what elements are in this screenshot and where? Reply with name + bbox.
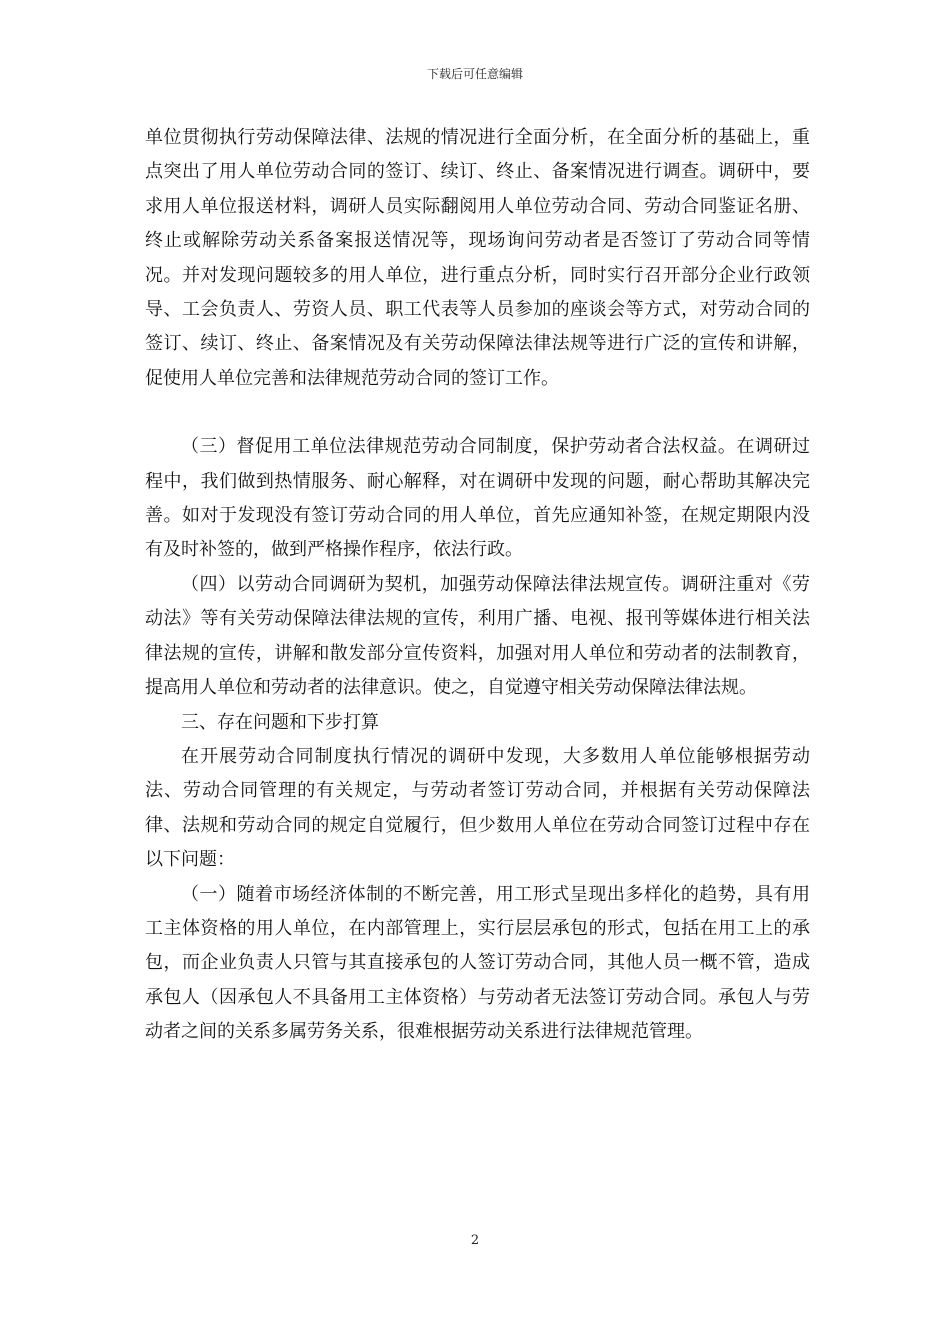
paragraph-section-4: （四）以劳动合同调研为契机，加强劳动保障法律法规宣传。调研注重对《劳动法》等有关劳动保障法律法规的宣传，利用广播、电视、报刊等媒体进行相关法律法规的宣传，讲解和散发部分宣传资料，加强对用人单位和劳动者的法制教育，提高用人单位和劳动者的法律意识。使之，自觉遵守相关劳动保障法律法规。 (145, 573, 810, 699)
section-heading-problems: 三、存在问题和下步打算 (181, 711, 379, 733)
paragraph-continuation: 单位贯彻执行劳动保障法律、法规的情况进行全面分析，在全面分析的基础上，重点突出了用人单位劳动合同的签订、续订、终止、备案情况进行调查。调研中，要求用人单位报送材料，调研人员实际翻阅用人单位劳动合同、劳动合同鉴证名册、终止或解除劳动关系备案报送情况等，现场询问劳动者是否签订了劳动合同等情况。并对发现问题较多的用人单位，进行重点分析，同时实行召开部分企业行政领导、工会负责人、劳资人员、职工代表等人员参加的座谈会等方式，对劳动合同的签订、续订、终止、备案情况及有关劳动保障法律法规等进行广泛的宣传和讲解，促使用人单位完善和法律规范劳动合同的签订工作。 (145, 127, 810, 389)
paragraph-gap (145, 396, 810, 430)
paragraph-problem-1: （一）随着市场经济体制的不断完善，用工形式呈现出多样化的趋势，具有用工主体资格的用人单位，在内部管理上，实行层层承包的形式，包括在用工上的承包，而企业负责人只管与其直接承包的人签订劳动合同，其他人员一概不管，造成承包人（因承包人不具备用工主体资格）与劳动者无法签订劳动合同。承包人与劳动者之间的关系多属劳务关系，很难根据劳动关系进行法律规范管理。 (145, 883, 810, 1043)
page-header: 下载后可任意编辑 (426, 67, 523, 81)
paragraph-section-3: （三）督促用工单位法律规范劳动合同制度，保护劳动者合法权益。在调研过程中，我们做到热情服务、耐心解释，对在调研中发现的问题，耐心帮助其解决完善。如对于发现没有签订劳动合同的用人单位，首先应通知补签，在规定期限内没有及时补签的，做到严格操作程序，依法行政。 (145, 436, 810, 561)
page-number: 2 (470, 1233, 480, 1248)
document-body (145, 121, 810, 1050)
paragraph-findings: 在开展劳动合同制度执行情况的调研中发现，大多数用人单位能够根据劳动法、劳动合同管理的有关规定，与劳动者签订劳动合同，并根据有关劳动保障法律、法规和劳动合同的规定自觉履行，但少数用人单位在劳动合同签订过程中存在以下问题： (145, 745, 810, 871)
